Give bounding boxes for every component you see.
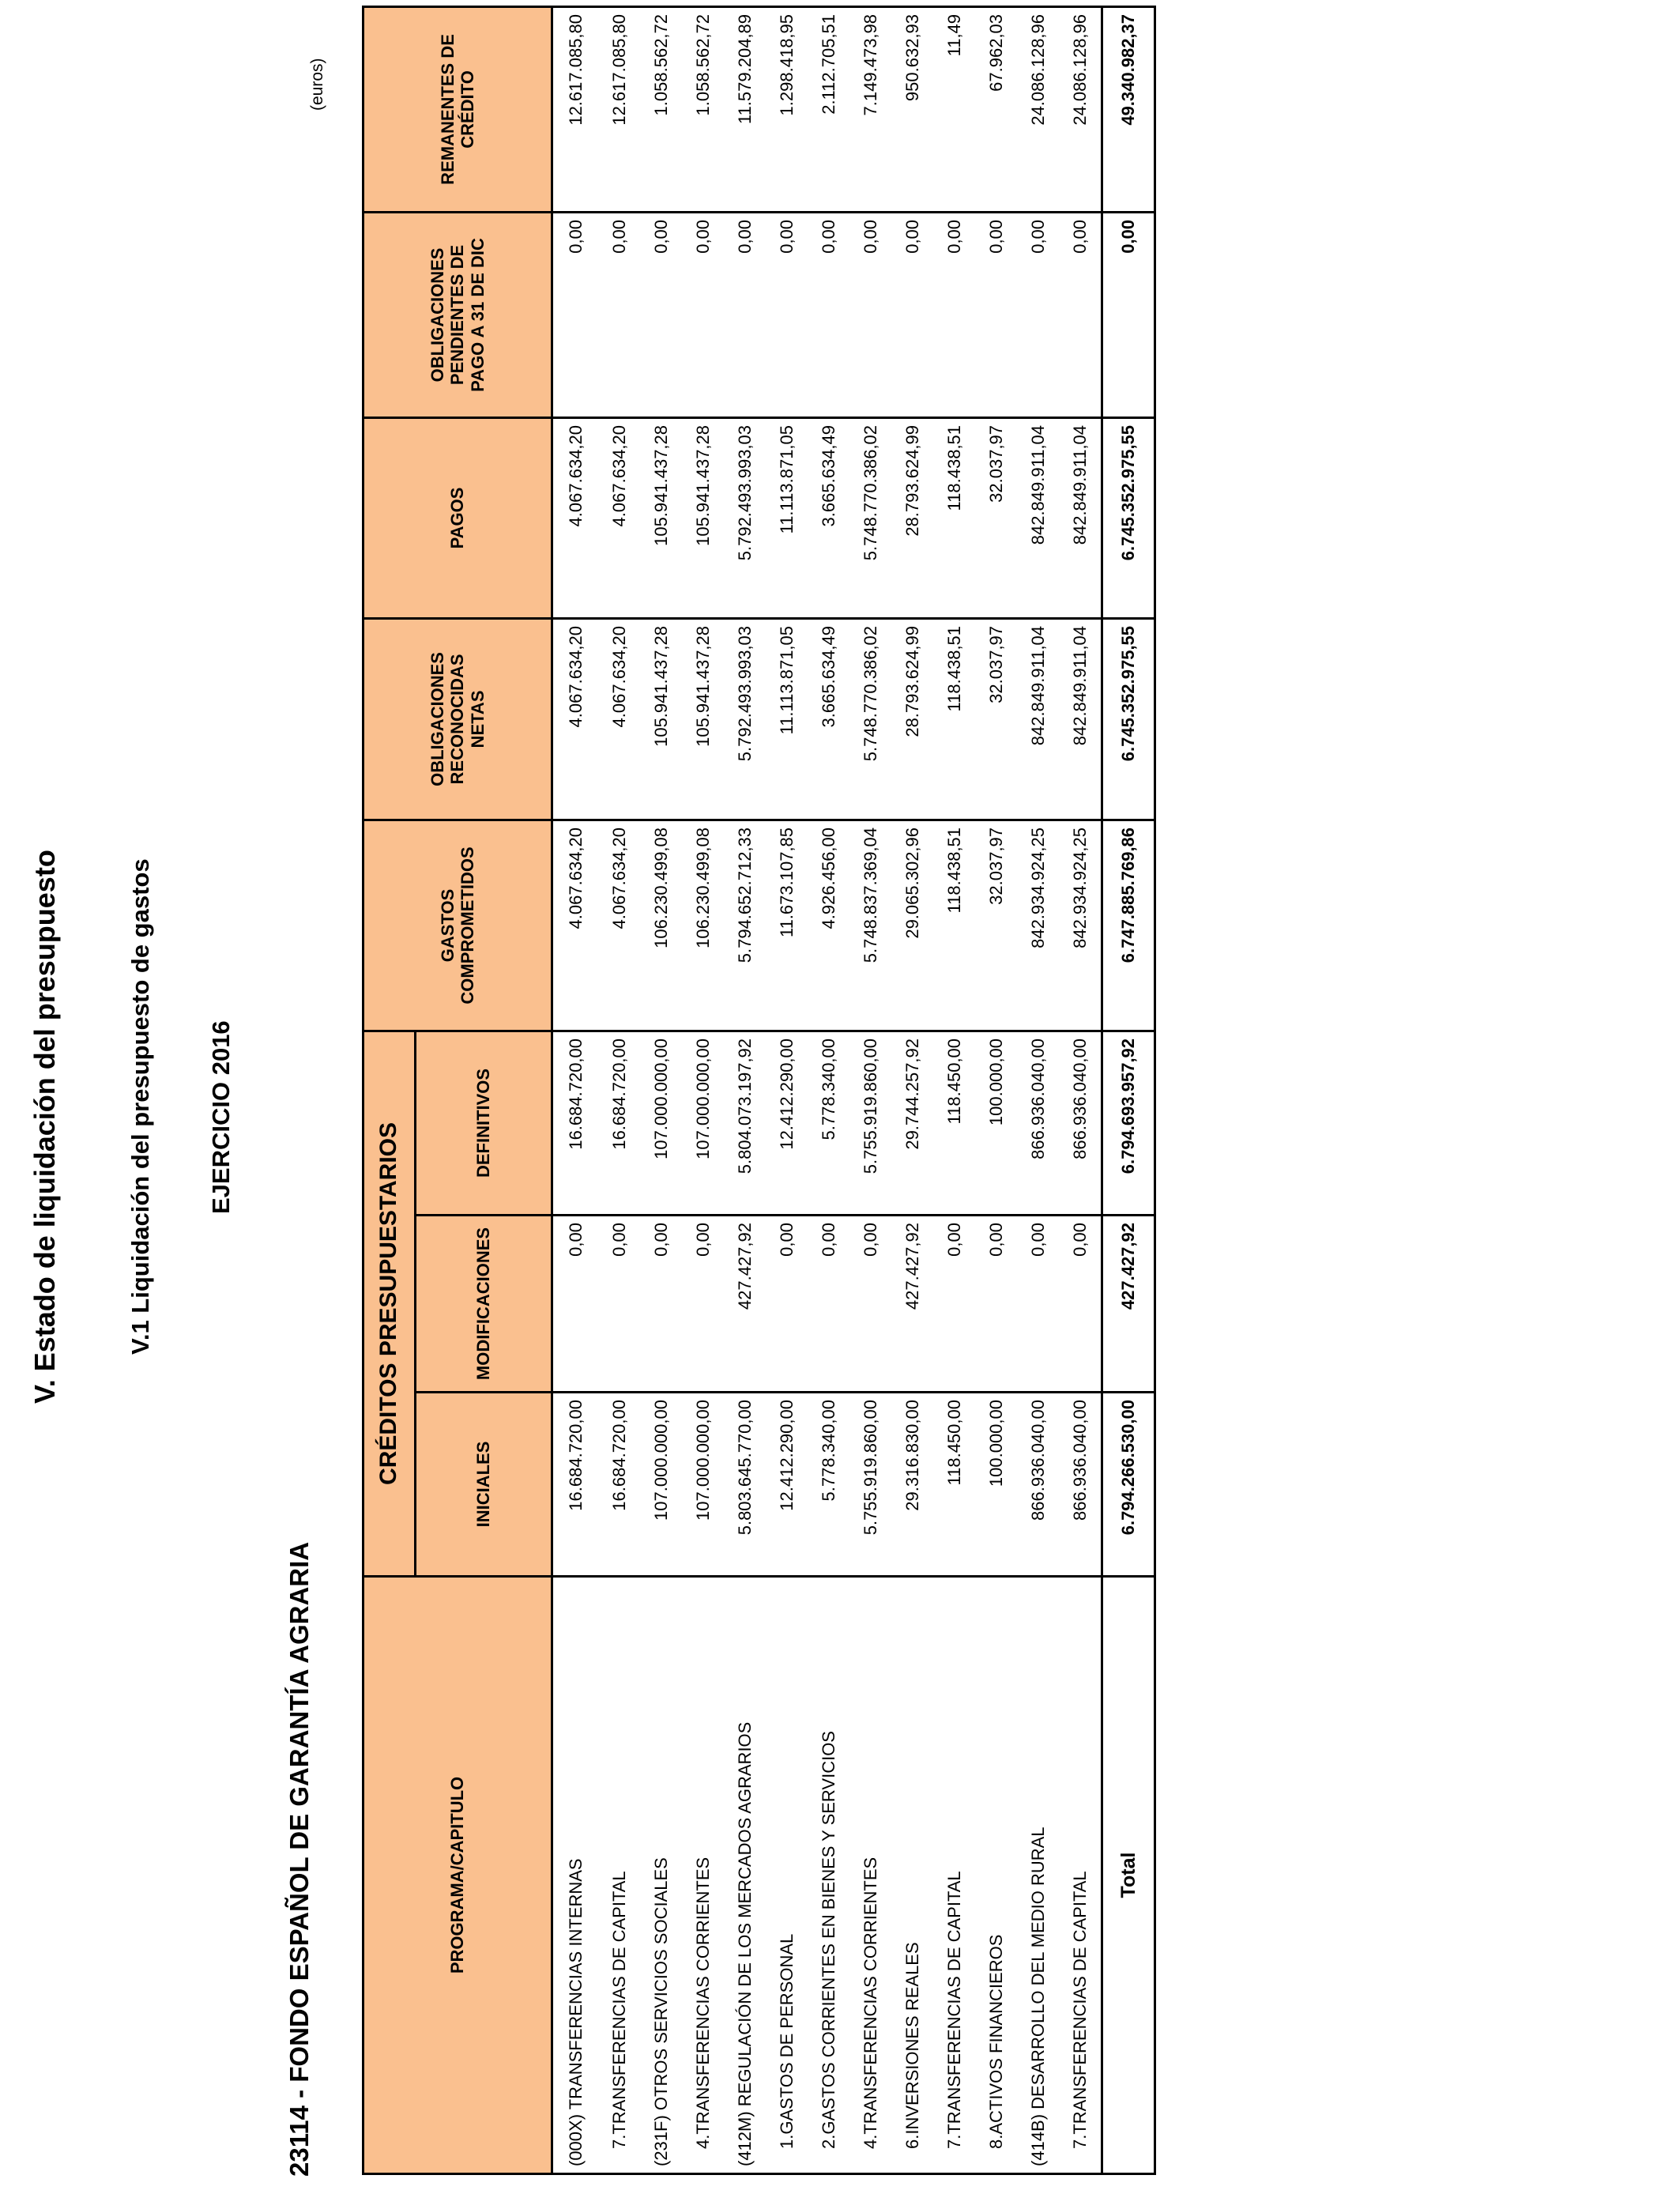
cell-iniciales: 107.000.000,00 — [682, 1393, 724, 1577]
cell-definitivos: 5.778.340,00 — [808, 1031, 849, 1215]
cell-remanentes: 1.298.418,95 — [766, 6, 808, 212]
cell-definitivos: 866.936.040,00 — [1017, 1031, 1059, 1215]
cell-reconocidas: 842.849.911,04 — [1059, 618, 1102, 820]
cell-pagos: 842.849.911,04 — [1059, 417, 1102, 618]
cell-definitivos: 118.450,00 — [933, 1031, 975, 1215]
row-label: 6.INVERSIONES REALES — [891, 1577, 933, 2174]
page-title: V. Estado de liquidación del presupuesto — [28, 850, 61, 1404]
cell-comprometidos: 5.794.652.712,33 — [724, 820, 766, 1031]
cell-pendientes: 0,00 — [552, 212, 599, 417]
cell-pendientes: 0,00 — [975, 212, 1017, 417]
row-label: (231F) OTROS SERVICIOS SOCIALES — [640, 1577, 682, 2174]
cell-modificaciones: 427.427,92 — [891, 1216, 933, 1393]
cell-modificaciones: 0,00 — [1017, 1216, 1059, 1393]
cell-modificaciones: 0,00 — [682, 1216, 724, 1393]
table-row — [808, 6, 849, 2173]
cell-remanentes: 12.617.085,80 — [552, 6, 599, 212]
cell-pagos: 105.941.437,28 — [682, 417, 724, 618]
row-label: 7.TRANSFERENCIAS DE CAPITAL — [598, 1577, 640, 2174]
header-pagos: PAGOS — [363, 417, 552, 618]
cell-comprometidos: 4.067.634,20 — [598, 820, 640, 1031]
cell-comprometidos: 106.230.499,08 — [640, 820, 682, 1031]
total-modificaciones: 427.427,92 — [1102, 1216, 1155, 1393]
cell-comprometidos: 4.067.634,20 — [552, 820, 599, 1031]
row-label: (412M) REGULACIÓN DE LOS MERCADOS AGRARIOS — [724, 1577, 766, 2174]
table-row — [598, 6, 640, 2173]
row-label: (414B) DESARROLLO DEL MEDIO RURAL — [1017, 1577, 1059, 2174]
table-row — [891, 6, 933, 2173]
cell-pendientes: 0,00 — [891, 212, 933, 417]
cell-pendientes: 0,00 — [766, 212, 808, 417]
cell-remanentes: 1.058.562,72 — [682, 6, 724, 212]
header-creditos: CRÉDITOS PRESUPUESTARIOS — [363, 1031, 416, 1576]
total-pagos: 6.745.352.975,55 — [1102, 417, 1155, 618]
cell-pendientes: 0,00 — [640, 212, 682, 417]
table-row — [849, 6, 891, 2173]
cell-remanentes: 67.962,03 — [975, 6, 1017, 212]
cell-remanentes: 7.149.473,98 — [849, 6, 891, 212]
header-programa: PROGRAMA/CAPITULO — [363, 1577, 552, 2174]
cell-pendientes: 0,00 — [808, 212, 849, 417]
section-title: V.1 Liquidación del presupuesto de gastos — [126, 858, 154, 1355]
header-modificaciones: MODIFICACIONES — [416, 1216, 552, 1393]
cell-iniciales: 5.755.919.860,00 — [849, 1393, 891, 1577]
cell-definitivos: 16.684.720,00 — [552, 1031, 599, 1215]
cell-comprometidos: 4.926.456,00 — [808, 820, 849, 1031]
cell-comprometidos: 118.438,51 — [933, 820, 975, 1031]
header-iniciales: INICIALES — [416, 1393, 552, 1577]
cell-modificaciones: 0,00 — [849, 1216, 891, 1393]
cell-modificaciones: 0,00 — [1059, 1216, 1102, 1393]
cell-modificaciones: 0,00 — [766, 1216, 808, 1393]
cell-definitivos: 100.000,00 — [975, 1031, 1017, 1215]
cell-definitivos: 5.755.919.860,00 — [849, 1031, 891, 1215]
row-label: 1.GASTOS DE PERSONAL — [766, 1577, 808, 2174]
table-row — [640, 6, 682, 2173]
cell-modificaciones: 0,00 — [933, 1216, 975, 1393]
cell-definitivos: 29.744.257,92 — [891, 1031, 933, 1215]
total-label: Total — [1102, 1577, 1155, 2174]
cell-remanentes: 12.617.085,80 — [598, 6, 640, 212]
cell-pagos: 3.665.634,49 — [808, 417, 849, 618]
total-comprometidos: 6.747.885.769,86 — [1102, 820, 1155, 1031]
total-iniciales: 6.794.266.530,00 — [1102, 1393, 1155, 1577]
cell-remanentes: 2.112.705,51 — [808, 6, 849, 212]
row-label: 4.TRANSFERENCIAS CORRIENTES — [849, 1577, 891, 2174]
cell-pendientes: 0,00 — [849, 212, 891, 417]
cell-pendientes: 0,00 — [682, 212, 724, 417]
row-label: 4.TRANSFERENCIAS CORRIENTES — [682, 1577, 724, 2174]
cell-iniciales: 866.936.040,00 — [1059, 1393, 1102, 1577]
cell-iniciales: 16.684.720,00 — [598, 1393, 640, 1577]
cell-iniciales: 16.684.720,00 — [552, 1393, 599, 1577]
cell-definitivos: 12.412.290,00 — [766, 1031, 808, 1215]
cell-iniciales: 118.450,00 — [933, 1393, 975, 1577]
cell-remanentes: 24.086.128,96 — [1017, 6, 1059, 212]
cell-modificaciones: 0,00 — [640, 1216, 682, 1393]
cell-definitivos: 16.684.720,00 — [598, 1031, 640, 1215]
cell-pagos: 4.067.634,20 — [598, 417, 640, 618]
cell-remanentes: 24.086.128,96 — [1059, 6, 1102, 212]
cell-iniciales: 12.412.290,00 — [766, 1393, 808, 1577]
cell-comprometidos: 32.037,97 — [975, 820, 1017, 1031]
table-row — [724, 6, 766, 2173]
cell-comprometidos: 29.065.302,96 — [891, 820, 933, 1031]
cell-pagos: 5.792.493.993,03 — [724, 417, 766, 618]
cell-remanentes: 1.058.562,72 — [640, 6, 682, 212]
cell-pendientes: 0,00 — [933, 212, 975, 417]
header-definitivos: DEFINITIVOS — [416, 1031, 552, 1215]
cell-iniciales: 29.316.830,00 — [891, 1393, 933, 1577]
cell-iniciales: 100.000,00 — [975, 1393, 1017, 1577]
cell-iniciales: 107.000.000,00 — [640, 1393, 682, 1577]
cell-definitivos: 107.000.000,00 — [682, 1031, 724, 1215]
cell-comprometidos: 106.230.499,08 — [682, 820, 724, 1031]
cell-modificaciones: 0,00 — [975, 1216, 1017, 1393]
cell-modificaciones: 427.427,92 — [724, 1216, 766, 1393]
cell-comprometidos: 842.934.924,25 — [1017, 820, 1059, 1031]
row-label: (000X) TRANSFERENCIAS INTERNAS — [552, 1577, 599, 2174]
table-body — [552, 6, 1155, 2173]
row-label: 8.ACTIVOS FINANCIEROS — [975, 1577, 1017, 2174]
units-label: (euros) — [308, 58, 326, 111]
row-label: 2.GASTOS CORRIENTES EN BIENES Y SERVICIOS — [808, 1577, 849, 2174]
table-row — [682, 6, 724, 2173]
cell-pendientes: 0,00 — [1059, 212, 1102, 417]
row-label: 7.TRANSFERENCIAS DE CAPITAL — [1059, 1577, 1102, 2174]
cell-remanentes: 950.632,93 — [891, 6, 933, 212]
cell-pagos: 28.793.624,99 — [891, 417, 933, 618]
cell-comprometidos: 11.673.107,85 — [766, 820, 808, 1031]
cell-reconocidas: 118.438,51 — [933, 618, 975, 820]
cell-pagos: 4.067.634,20 — [552, 417, 599, 618]
table-row — [975, 6, 1017, 2173]
cell-pagos: 11.113.871,05 — [766, 417, 808, 618]
cell-pendientes: 0,00 — [598, 212, 640, 417]
cell-pagos: 842.849.911,04 — [1017, 417, 1059, 618]
header-reconocidas: OBLIGACIONES RECONOCIDAS NETAS — [363, 618, 552, 820]
cell-reconocidas: 105.941.437,28 — [682, 618, 724, 820]
cell-reconocidas: 5.748.770.386,02 — [849, 618, 891, 820]
entity-title: 23114 - FONDO ESPAÑOL DE GARANTÍA AGRARIA — [284, 1541, 314, 2177]
cell-reconocidas: 842.849.911,04 — [1017, 618, 1059, 820]
header-comprometidos: GASTOS COMPROMETIDOS — [363, 820, 552, 1031]
cell-reconocidas: 28.793.624,99 — [891, 618, 933, 820]
table-row — [766, 6, 808, 2173]
cell-definitivos: 866.936.040,00 — [1059, 1031, 1102, 1215]
cell-reconocidas: 4.067.634,20 — [598, 618, 640, 820]
cell-iniciales: 5.778.340,00 — [808, 1393, 849, 1577]
cell-modificaciones: 0,00 — [808, 1216, 849, 1393]
cell-pagos: 32.037,97 — [975, 417, 1017, 618]
cell-comprometidos: 5.748.837.369,04 — [849, 820, 891, 1031]
cell-remanentes: 11.579.204,89 — [724, 6, 766, 212]
cell-reconocidas: 105.941.437,28 — [640, 618, 682, 820]
cell-iniciales: 866.936.040,00 — [1017, 1393, 1059, 1577]
cell-reconocidas: 11.113.871,05 — [766, 618, 808, 820]
cell-pagos: 5.748.770.386,02 — [849, 417, 891, 618]
row-label: 7.TRANSFERENCIAS DE CAPITAL — [933, 1577, 975, 2174]
table-row — [1017, 6, 1059, 2173]
budget-table — [362, 6, 1156, 2175]
cell-iniciales: 5.803.645.770,00 — [724, 1393, 766, 1577]
cell-definitivos: 107.000.000,00 — [640, 1031, 682, 1215]
cell-definitivos: 5.804.073.197,92 — [724, 1031, 766, 1215]
table-row — [1059, 6, 1102, 2173]
cell-pendientes: 0,00 — [724, 212, 766, 417]
table-row — [552, 6, 599, 2173]
cell-modificaciones: 0,00 — [552, 1216, 599, 1393]
total-pendientes: 0,00 — [1102, 212, 1155, 417]
cell-modificaciones: 0,00 — [598, 1216, 640, 1393]
cell-remanentes: 11,49 — [933, 6, 975, 212]
total-definitivos: 6.794.693.957,92 — [1102, 1031, 1155, 1215]
fiscal-year: EJERCICIO 2016 — [207, 1020, 235, 1214]
cell-reconocidas: 5.792.493.993,03 — [724, 618, 766, 820]
cell-reconocidas: 32.037,97 — [975, 618, 1017, 820]
cell-pagos: 118.438,51 — [933, 417, 975, 618]
cell-reconocidas: 4.067.634,20 — [552, 618, 599, 820]
cell-reconocidas: 3.665.634,49 — [808, 618, 849, 820]
total-remanentes: 49.340.982,37 — [1102, 6, 1155, 212]
header-pendientes: OBLIGACIONES PENDIENTES DE PAGO A 31 DE DIC — [363, 212, 552, 417]
cell-pagos: 105.941.437,28 — [640, 417, 682, 618]
table-row — [933, 6, 975, 2173]
cell-comprometidos: 842.934.924,25 — [1059, 820, 1102, 1031]
total-row — [1102, 6, 1155, 2173]
cell-pendientes: 0,00 — [1017, 212, 1059, 417]
header-remanentes: REMANENTES DE CRÉDITO — [363, 6, 552, 212]
total-reconocidas: 6.745.352.975,55 — [1102, 618, 1155, 820]
